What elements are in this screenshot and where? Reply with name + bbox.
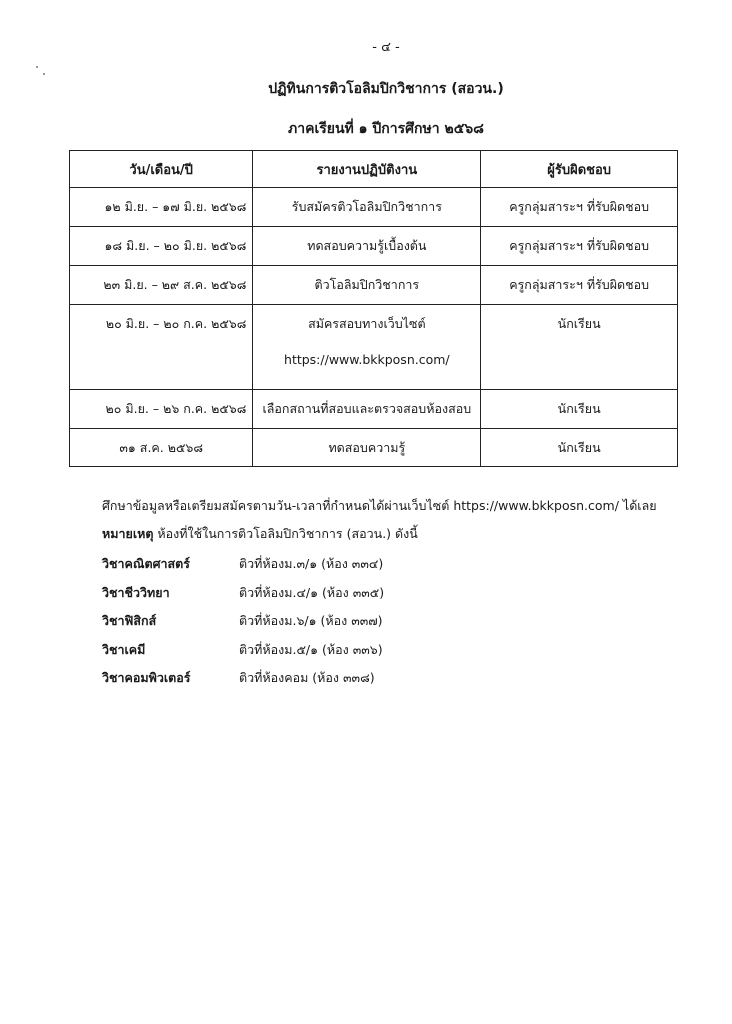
cell-date: ๒๐ มิ.ย. – ๒๖ ก.ค. ๒๕๖๘ [70,390,253,429]
table-row [70,188,678,227]
activity-text: สมัครสอบทางเว็บไซต์ [308,316,426,331]
list-item [102,550,602,579]
subject-name: วิชาเคมี [102,641,146,657]
cell-date: ๓๑ ส.ค. ๒๕๖๘ [70,429,253,467]
cell-responsible: ครูกลุ่มสาระฯ ที่รับผิดชอบ [481,227,678,266]
header-responsible: ผู้รับผิดชอบ [481,151,678,188]
table-row [70,305,678,390]
remark-note [102,524,702,544]
table-row [70,266,678,305]
cell-date: ๒๐ มิ.ย. – ๒๐ ก.ค. ๒๕๖๘ [70,305,253,390]
cell-activity: รับสมัครติวโอลิมปิกวิชาการ [253,188,481,227]
list-item [102,579,602,608]
list-item [102,636,602,665]
subject-name: วิชาฟิสิกส์ [102,613,157,628]
subject-room: ติวที่ห้องม.๓/๑ (ห้อง ๓๓๔) [239,556,384,571]
cell-date: ๑๒ มิ.ย. – ๑๗ มิ.ย. ๒๕๖๘ [70,188,253,227]
schedule-table [69,150,678,467]
remark-text: ห้องที่ใช้ในการติวโอลิมปิกวิชาการ (สอวน.) ดังนี้ [153,526,418,541]
table-header-row [70,151,678,188]
cell-responsible: ครูกลุ่มสาระฯ ที่รับผิดชอบ [481,266,678,305]
cell-activity: เลือกสถานที่สอบและตรวจสอบห้องสอบ [253,390,481,429]
page-subtitle: ภาคเรียนที่ ๑ ปีการศึกษา ๒๕๖๘ [288,121,484,137]
cell-activity: ทดสอบความรู้ [253,429,481,467]
subject-room-list [102,550,602,693]
cell-date: ๑๘ มิ.ย. – ๒๐ มิ.ย. ๒๕๖๘ [70,227,253,266]
subject-name: วิชาคณิตศาสตร์ [102,556,191,571]
subject-name: วิชาคอมพิวเตอร์ [102,670,191,685]
table-row [70,390,678,429]
list-item [102,607,602,636]
scan-speck [36,66,38,68]
scan-speck [43,73,45,75]
cell-responsible: นักเรียน [481,305,678,390]
website-url[interactable]: https://www.bkkposn.com/ [284,352,450,367]
header-activity: รายงานปฏิบัติงาน [253,151,481,188]
header-date: วัน/เดือน/ปี [70,151,253,188]
cell-date: ๒๓ มิ.ย. – ๒๙ ส.ค. ๒๕๖๘ [70,266,253,305]
table-row [70,227,678,266]
cell-responsible: นักเรียน [481,429,678,467]
subject-name: วิชาชีววิทยา [102,584,170,600]
page-title: ปฏิทินการติวโอลิมปิกวิชาการ (สอวน.) [268,81,504,97]
cell-activity: ติวโอลิมปิกวิชาการ [253,266,481,305]
cell-activity: ทดสอบความรู้เบื้องต้น [253,227,481,266]
table-row [70,429,678,467]
list-item [102,664,602,693]
subject-room: ติวที่ห้องม.๕/๑ (ห้อง ๓๓๖) [239,641,383,657]
cell-responsible: นักเรียน [481,390,678,429]
subject-room: ติวที่ห้องคอม (ห้อง ๓๓๘) [239,670,375,685]
cell-responsible: ครูกลุ่มสาระฯ ที่รับผิดชอบ [481,188,678,227]
remark-label: หมายเหตุ [102,526,154,541]
subject-room: ติวที่ห้องม.๖/๑ (ห้อง ๓๓๗) [239,613,383,628]
cell-activity [253,305,481,390]
subject-room: ติวที่ห้องม.๔/๑ (ห้อง ๓๓๕) [239,584,385,600]
page-number: - ๔ - [372,40,400,55]
info-note: ศึกษาข้อมูลหรือเตรียมสมัครตามวัน-เวลาที่กำหนดได้ผ่านเว็บไซต์ https://www.bkkposn.com/ ได้เลย [102,498,657,513]
